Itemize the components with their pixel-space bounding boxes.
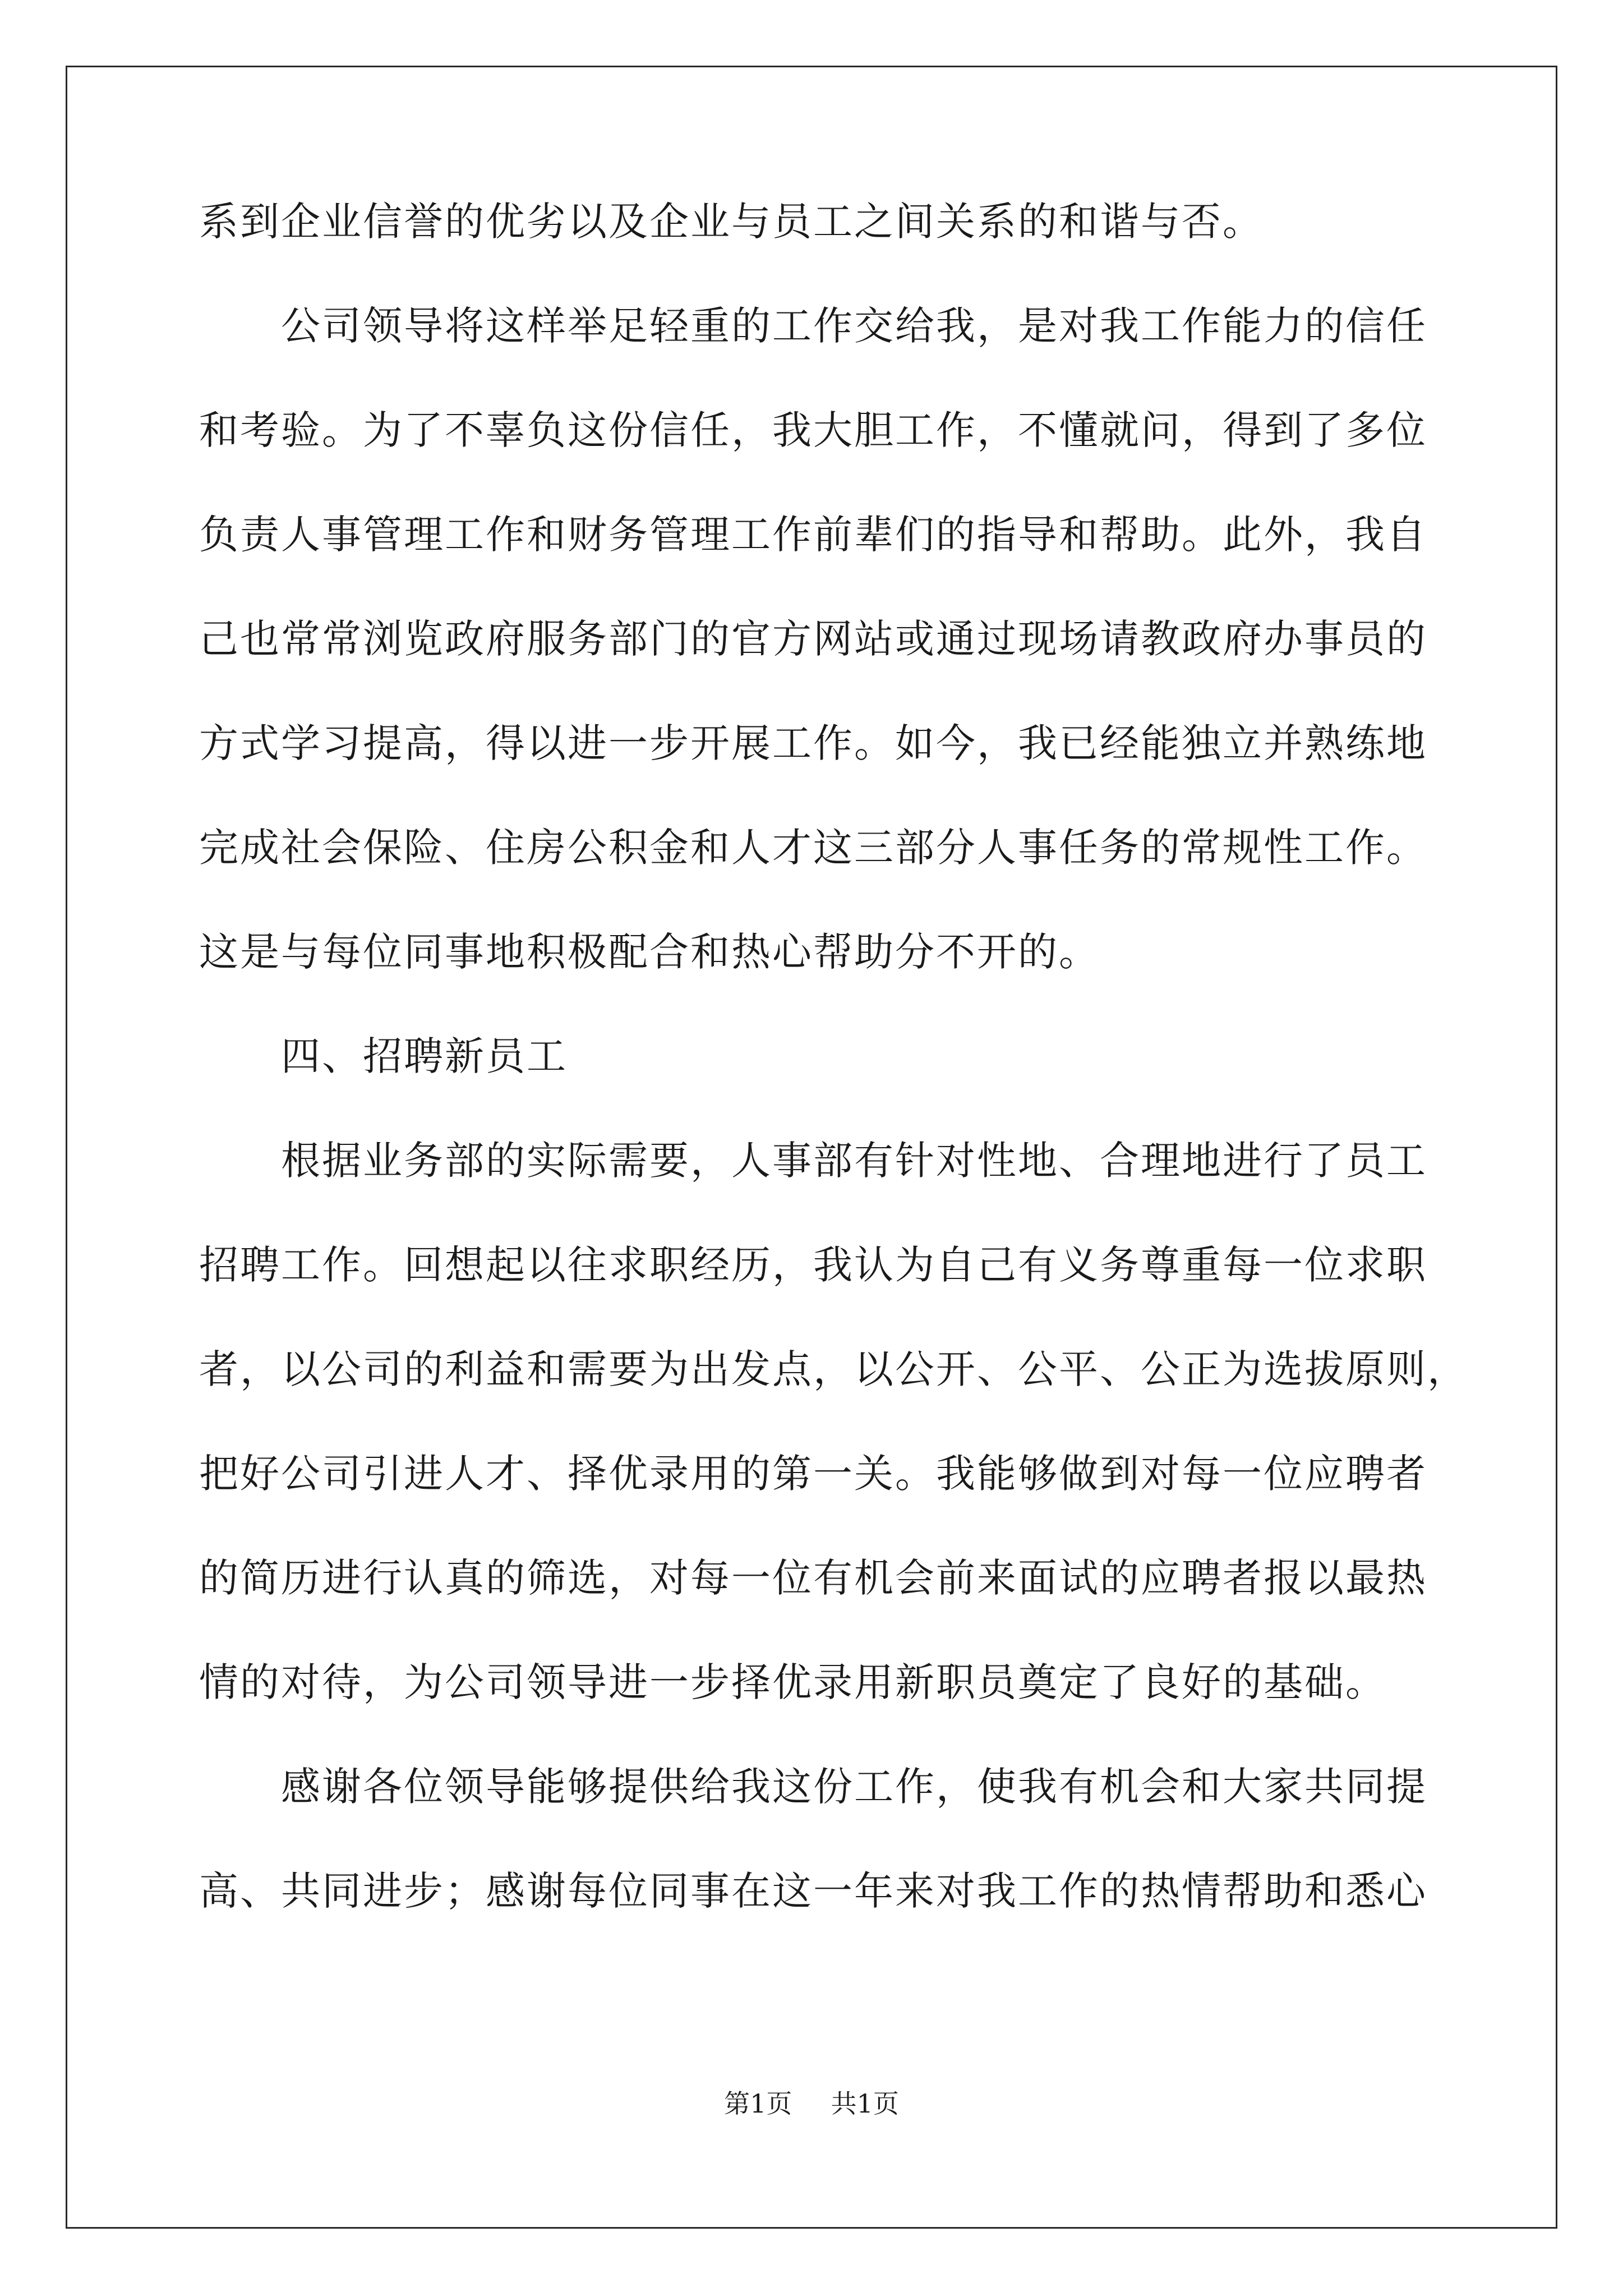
page-footer: [0, 2088, 1623, 2119]
page-total: 共1页: [831, 2088, 899, 2119]
text-line: 的简历进行认真的筛选，对每一位有机会前来面试的应聘者报以最热: [199, 1555, 1427, 1601]
text-line: 感谢各位领导能够提供给我这份工作，使我有机会和大家共同提: [281, 1764, 1427, 1810]
text-line: 完成社会保险、住房公积金和人才这三部分人事任务的常规性工作。: [199, 825, 1427, 871]
text-line: 招聘工作。回想起以往求职经历，我认为自己有义务尊重每一位求职: [199, 1242, 1427, 1288]
text-line: 和考验。为了不辜负这份信任，我大胆工作，不懂就问，得到了多位: [199, 407, 1427, 453]
text-line: 方式学习提高，得以进一步开展工作。如今，我已经能独立并熟练地: [199, 720, 1427, 766]
section-heading: 四、招聘新员工: [281, 1033, 568, 1079]
text-line: 高、共同进步；感谢每位同事在这一年来对我工作的热情帮助和悉心: [199, 1868, 1427, 1914]
text-line: 把好公司引进人才、择优录用的第一关。我能够做到对每一位应聘者: [199, 1451, 1427, 1497]
text-line: 情的对待，为公司领导进一步择优录用新职员奠定了良好的基础。: [199, 1659, 1386, 1705]
text-line: 负责人事管理工作和财务管理工作前辈们的指导和帮助。此外，我自: [199, 512, 1427, 558]
text-line: 公司领导将这样举足轻重的工作交给我，是对我工作能力的信任: [281, 303, 1427, 349]
text-line: 这是与每位同事地积极配合和热心帮助分不开的。: [199, 929, 1100, 975]
text-line: 己也常常浏览政府服务部门的官方网站或通过现场请教政府办事员的: [199, 616, 1427, 662]
text-line: 系到企业信誉的优劣以及企业与员工之间关系的和谐与否。: [199, 199, 1264, 245]
page-number: 第1页: [724, 2088, 792, 2119]
text-line: 者，以公司的利益和需要为出发点，以公开、公平、公正为选拔原则，: [199, 1346, 1468, 1392]
text-line: 根据业务部的实际需要，人事部有针对性地、合理地进行了员工: [281, 1138, 1427, 1184]
document-body: [199, 199, 1468, 1976]
